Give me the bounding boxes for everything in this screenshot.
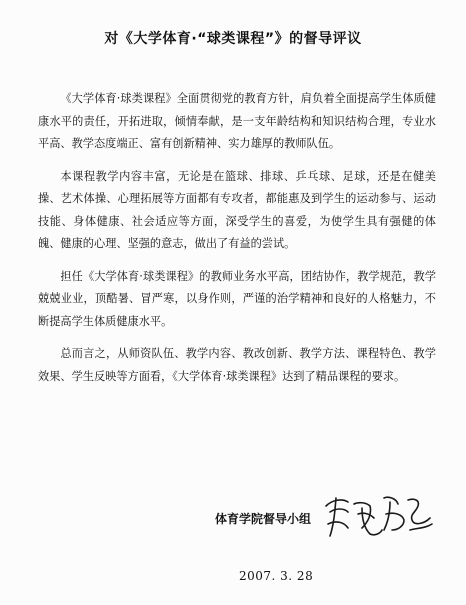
paragraph-1: 《大学体育·球类课程》全面贯彻党的教育方针，肩负着全面提高学生体质健康水平的责任，开拓进取，倾情奉献，是一支年龄结构和知识结构合理，专业水平高、教学态度端正、富有创新精神、实力雄厚的教师队伍。 [38, 92, 436, 150]
document-date: 2007. 3. 28 [239, 569, 314, 583]
organization-name: 体育学院督导小组 [215, 512, 312, 526]
paragraph-3: 担任《大学体育·球类课程》的教师业务水平高，团结协作，教学规范，教学兢兢业业，顶酷暑、冒严寒，以身作则，严谨的治学精神和良好的人格魅力，不断提高学生体质健康水平。 [38, 269, 436, 328]
paragraph-2: 本课程教学内容丰富，无论是在篮球、排球、乒乓球、足球，还是在健美操、艺术体操、心理拓展等方面都有专攻者，都能惠及到学生的运动参与、运动技能、身体健康、社会适应等方面，深受学生的喜爱，为使学生具有强健的体魄、健康的心理、坚强的意志，做出了有益的尝试。 [38, 169, 436, 250]
document-body [38, 88, 436, 398]
handwritten-signature [318, 484, 436, 544]
document-title: 对《大学体育·“球类课程”》的督导评议 [104, 31, 362, 47]
paragraph-4: 总而言之，从师资队伍、教学内容、教改创新、教学方法、课程特色、教学效果、学生反映等方面看，《大学体育·球类课程》达到了精品课程的要求。 [38, 347, 436, 383]
